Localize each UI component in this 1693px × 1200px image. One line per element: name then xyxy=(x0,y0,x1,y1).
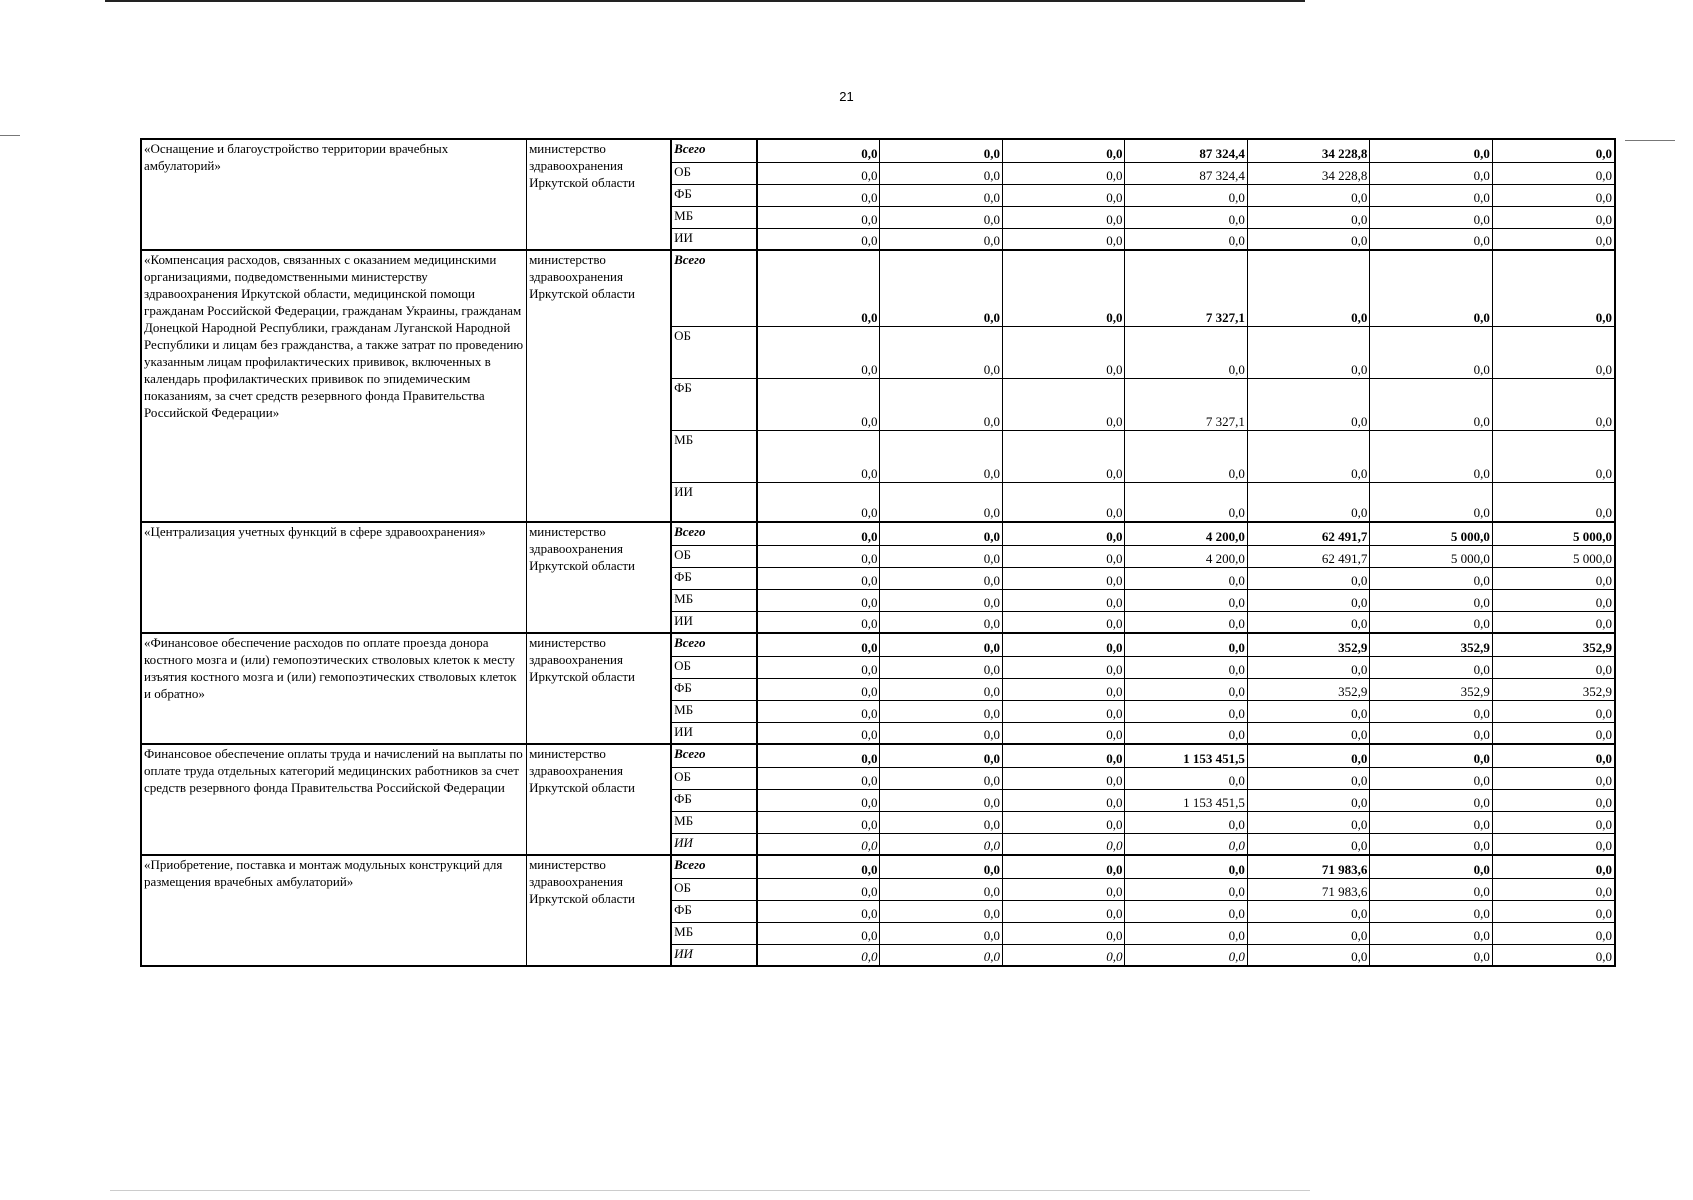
value-cell: 0,0 xyxy=(1125,833,1247,855)
value-cell: 0,0 xyxy=(880,228,1002,250)
value-cell: 0,0 xyxy=(880,789,1002,811)
measure-executor: министерство здравоохранения Иркутской области xyxy=(527,633,672,744)
value-cell: 0,0 xyxy=(1125,811,1247,833)
value-cell: 0,0 xyxy=(757,944,879,966)
value-cell: 0,0 xyxy=(1125,326,1247,378)
value-cell: 0,0 xyxy=(757,744,879,767)
value-cell: 0,0 xyxy=(1247,184,1369,206)
value-cell: 0,0 xyxy=(1492,228,1615,250)
value-cell: 352,9 xyxy=(1370,633,1492,656)
value-cell: 0,0 xyxy=(757,722,879,744)
funding-source-label: ФБ xyxy=(671,678,757,700)
table-row xyxy=(141,522,1615,545)
value-cell: 0,0 xyxy=(1492,744,1615,767)
scan-mark xyxy=(0,135,20,136)
funding-source-label: ФБ xyxy=(671,378,757,430)
value-cell: 0,0 xyxy=(757,656,879,678)
value-cell: 0,0 xyxy=(1002,228,1124,250)
value-cell: 0,0 xyxy=(1247,250,1369,326)
funding-source-label: ИИ xyxy=(671,228,757,250)
value-cell: 0,0 xyxy=(1492,833,1615,855)
table-row xyxy=(141,855,1615,878)
funding-source-label: МБ xyxy=(671,430,757,482)
value-cell: 0,0 xyxy=(1492,811,1615,833)
value-cell: 0,0 xyxy=(880,184,1002,206)
value-cell: 0,0 xyxy=(1002,589,1124,611)
value-cell: 0,0 xyxy=(1492,855,1615,878)
value-cell: 0,0 xyxy=(880,326,1002,378)
value-cell: 0,0 xyxy=(1002,833,1124,855)
value-cell: 0,0 xyxy=(880,722,1002,744)
value-cell: 0,0 xyxy=(1247,611,1369,633)
value-cell: 0,0 xyxy=(1125,855,1247,878)
funding-source-label: ФБ xyxy=(671,184,757,206)
value-cell: 0,0 xyxy=(1002,567,1124,589)
value-cell: 352,9 xyxy=(1370,678,1492,700)
value-cell: 5 000,0 xyxy=(1492,522,1615,545)
value-cell: 0,0 xyxy=(1492,656,1615,678)
value-cell: 0,0 xyxy=(1247,811,1369,833)
value-cell: 34 228,8 xyxy=(1247,162,1369,184)
value-cell: 0,0 xyxy=(757,922,879,944)
value-cell: 0,0 xyxy=(1492,944,1615,966)
value-cell: 0,0 xyxy=(1125,767,1247,789)
measure-name: «Компенсация расходов, связанных с оказанием медицинскими организациями, подведомственными министерству здравоохранения Иркутской области, медицинской помощи гражданам Российской Федерации, гражданам Украины, гражданам Донецкой Народной Республики, гражданам Луганской Народной Республики и лицам без гражданства, а также затрат по проведению указанным лицам профилактических прививок, включенных в календарь профилактических прививок по эпидемическим показаниям, за счет средств резервного фонда Правительства Российской Федерации» xyxy=(141,250,527,522)
value-cell: 0,0 xyxy=(1125,722,1247,744)
value-cell: 0,0 xyxy=(1002,744,1124,767)
value-cell: 0,0 xyxy=(757,567,879,589)
value-cell: 0,0 xyxy=(1247,767,1369,789)
value-cell: 0,0 xyxy=(1002,922,1124,944)
funding-source-label: ИИ xyxy=(671,611,757,633)
value-cell: 0,0 xyxy=(880,378,1002,430)
value-cell: 0,0 xyxy=(1125,567,1247,589)
value-cell: 0,0 xyxy=(1125,430,1247,482)
value-cell: 87 324,4 xyxy=(1125,139,1247,162)
value-cell: 0,0 xyxy=(757,833,879,855)
value-cell: 0,0 xyxy=(880,944,1002,966)
scan-mark xyxy=(110,1190,1310,1191)
funding-source-label: ФБ xyxy=(671,900,757,922)
value-cell: 0,0 xyxy=(1370,833,1492,855)
value-cell: 5 000,0 xyxy=(1370,522,1492,545)
value-cell: 0,0 xyxy=(1002,789,1124,811)
value-cell: 352,9 xyxy=(1247,678,1369,700)
value-cell: 0,0 xyxy=(1002,811,1124,833)
value-cell: 0,0 xyxy=(757,811,879,833)
value-cell: 0,0 xyxy=(1492,567,1615,589)
value-cell: 0,0 xyxy=(880,567,1002,589)
value-cell: 0,0 xyxy=(1002,206,1124,228)
value-cell: 62 491,7 xyxy=(1247,522,1369,545)
value-cell: 0,0 xyxy=(880,700,1002,722)
value-cell: 0,0 xyxy=(1125,611,1247,633)
value-cell: 0,0 xyxy=(1002,162,1124,184)
value-cell: 0,0 xyxy=(1370,430,1492,482)
page-number: 21 xyxy=(839,89,854,104)
value-cell: 0,0 xyxy=(1370,162,1492,184)
value-cell: 7 327,1 xyxy=(1125,250,1247,326)
table-row xyxy=(141,633,1615,656)
value-cell: 0,0 xyxy=(757,545,879,567)
value-cell: 5 000,0 xyxy=(1492,545,1615,567)
value-cell: 0,0 xyxy=(1002,633,1124,656)
value-cell: 0,0 xyxy=(757,900,879,922)
value-cell: 0,0 xyxy=(1247,206,1369,228)
value-cell: 0,0 xyxy=(1002,482,1124,522)
value-cell: 0,0 xyxy=(1125,656,1247,678)
value-cell: 0,0 xyxy=(757,678,879,700)
value-cell: 0,0 xyxy=(1002,522,1124,545)
value-cell: 0,0 xyxy=(1247,567,1369,589)
value-cell: 0,0 xyxy=(757,789,879,811)
value-cell: 0,0 xyxy=(1370,744,1492,767)
value-cell: 0,0 xyxy=(1370,250,1492,326)
funding-source-label: ИИ xyxy=(671,482,757,522)
value-cell: 352,9 xyxy=(1247,633,1369,656)
value-cell: 0,0 xyxy=(1492,700,1615,722)
value-cell: 0,0 xyxy=(1370,878,1492,900)
value-cell: 0,0 xyxy=(880,656,1002,678)
value-cell: 0,0 xyxy=(880,522,1002,545)
funding-source-label: Всего xyxy=(671,522,757,545)
value-cell: 0,0 xyxy=(1247,326,1369,378)
value-cell: 0,0 xyxy=(1492,139,1615,162)
value-cell: 0,0 xyxy=(1002,767,1124,789)
budget-table-body xyxy=(141,139,1615,966)
value-cell: 0,0 xyxy=(1125,206,1247,228)
value-cell: 0,0 xyxy=(1002,944,1124,966)
value-cell: 0,0 xyxy=(1247,228,1369,250)
value-cell: 0,0 xyxy=(757,611,879,633)
value-cell: 0,0 xyxy=(1002,855,1124,878)
value-cell: 0,0 xyxy=(1370,811,1492,833)
value-cell: 0,0 xyxy=(1370,855,1492,878)
value-cell: 0,0 xyxy=(1125,633,1247,656)
funding-source-label: МБ xyxy=(671,589,757,611)
funding-source-label: ОБ xyxy=(671,878,757,900)
value-cell: 0,0 xyxy=(1125,900,1247,922)
value-cell: 0,0 xyxy=(1492,900,1615,922)
value-cell: 0,0 xyxy=(757,250,879,326)
value-cell: 0,0 xyxy=(1492,878,1615,900)
funding-source-label: МБ xyxy=(671,922,757,944)
value-cell: 0,0 xyxy=(880,139,1002,162)
value-cell: 0,0 xyxy=(1247,722,1369,744)
value-cell: 0,0 xyxy=(880,878,1002,900)
value-cell: 0,0 xyxy=(1247,833,1369,855)
value-cell: 0,0 xyxy=(1370,656,1492,678)
value-cell: 0,0 xyxy=(757,767,879,789)
value-cell: 0,0 xyxy=(1002,611,1124,633)
value-cell: 0,0 xyxy=(1125,228,1247,250)
value-cell: 0,0 xyxy=(757,482,879,522)
budget-table xyxy=(140,138,1616,967)
value-cell: 0,0 xyxy=(1370,700,1492,722)
value-cell: 0,0 xyxy=(1492,430,1615,482)
measure-executor: министерство здравоохранения Иркутской области xyxy=(527,855,672,966)
value-cell: 0,0 xyxy=(1370,722,1492,744)
value-cell: 0,0 xyxy=(880,589,1002,611)
value-cell: 0,0 xyxy=(1002,184,1124,206)
funding-source-label: ОБ xyxy=(671,767,757,789)
funding-source-label: ИИ xyxy=(671,833,757,855)
value-cell: 34 228,8 xyxy=(1247,139,1369,162)
value-cell: 0,0 xyxy=(1125,482,1247,522)
value-cell: 0,0 xyxy=(1247,944,1369,966)
value-cell: 0,0 xyxy=(1247,482,1369,522)
value-cell: 0,0 xyxy=(1492,482,1615,522)
value-cell: 0,0 xyxy=(1492,767,1615,789)
funding-source-label: Всего xyxy=(671,250,757,326)
value-cell: 0,0 xyxy=(757,184,879,206)
funding-source-label: МБ xyxy=(671,206,757,228)
value-cell: 0,0 xyxy=(880,250,1002,326)
measure-name: «Приобретение, поставка и монтаж модульных конструкций для размещения врачебных амбулаторий» xyxy=(141,855,527,966)
value-cell: 0,0 xyxy=(880,633,1002,656)
value-cell: 0,0 xyxy=(1492,789,1615,811)
value-cell: 0,0 xyxy=(1125,878,1247,900)
value-cell: 0,0 xyxy=(1247,744,1369,767)
table-row xyxy=(141,744,1615,767)
value-cell: 0,0 xyxy=(880,545,1002,567)
value-cell: 0,0 xyxy=(1370,922,1492,944)
value-cell: 0,0 xyxy=(1370,767,1492,789)
measure-executor: министерство здравоохранения Иркутской области xyxy=(527,139,672,250)
value-cell: 0,0 xyxy=(1002,545,1124,567)
value-cell: 0,0 xyxy=(1370,139,1492,162)
funding-source-label: ИИ xyxy=(671,944,757,966)
value-cell: 0,0 xyxy=(1002,139,1124,162)
value-cell: 0,0 xyxy=(1247,789,1369,811)
value-cell: 0,0 xyxy=(757,633,879,656)
funding-source-label: Всего xyxy=(671,855,757,878)
value-cell: 0,0 xyxy=(1125,589,1247,611)
funding-source-label: ОБ xyxy=(671,326,757,378)
value-cell: 0,0 xyxy=(1125,944,1247,966)
value-cell: 0,0 xyxy=(880,206,1002,228)
value-cell: 0,0 xyxy=(757,162,879,184)
value-cell: 0,0 xyxy=(1002,878,1124,900)
value-cell: 0,0 xyxy=(880,900,1002,922)
value-cell: 0,0 xyxy=(1370,184,1492,206)
value-cell: 0,0 xyxy=(1247,378,1369,430)
funding-source-label: МБ xyxy=(671,700,757,722)
value-cell: 0,0 xyxy=(1002,678,1124,700)
value-cell: 0,0 xyxy=(757,855,879,878)
value-cell: 0,0 xyxy=(1492,922,1615,944)
measure-name: «Оснащение и благоустройство территории врачебных амбулаторий» xyxy=(141,139,527,250)
value-cell: 352,9 xyxy=(1492,678,1615,700)
value-cell: 0,0 xyxy=(757,522,879,545)
funding-source-label: ФБ xyxy=(671,789,757,811)
value-cell: 0,0 xyxy=(1002,722,1124,744)
value-cell: 0,0 xyxy=(1125,678,1247,700)
value-cell: 0,0 xyxy=(1002,656,1124,678)
value-cell: 0,0 xyxy=(757,378,879,430)
value-cell: 0,0 xyxy=(757,700,879,722)
value-cell: 0,0 xyxy=(1370,567,1492,589)
measure-name: Финансовое обеспечение оплаты труда и начислений на выплаты по оплате труда отдельных категорий медицинских работников за счет средств резервного фонда Правительства Российской Федерации xyxy=(141,744,527,855)
value-cell: 0,0 xyxy=(1492,722,1615,744)
value-cell: 0,0 xyxy=(1002,378,1124,430)
scan-mark xyxy=(1625,140,1675,141)
value-cell: 0,0 xyxy=(1492,378,1615,430)
value-cell: 0,0 xyxy=(1125,184,1247,206)
value-cell: 0,0 xyxy=(757,430,879,482)
value-cell: 71 983,6 xyxy=(1247,878,1369,900)
value-cell: 0,0 xyxy=(1492,206,1615,228)
funding-source-label: Всего xyxy=(671,139,757,162)
value-cell: 0,0 xyxy=(1125,922,1247,944)
funding-source-label: ОБ xyxy=(671,162,757,184)
value-cell: 0,0 xyxy=(1492,589,1615,611)
value-cell: 0,0 xyxy=(757,139,879,162)
value-cell: 0,0 xyxy=(880,922,1002,944)
value-cell: 7 327,1 xyxy=(1125,378,1247,430)
value-cell: 0,0 xyxy=(880,833,1002,855)
value-cell: 0,0 xyxy=(1370,944,1492,966)
value-cell: 0,0 xyxy=(1247,430,1369,482)
value-cell: 0,0 xyxy=(880,430,1002,482)
measure-executor: министерство здравоохранения Иркутской области xyxy=(527,744,672,855)
value-cell: 0,0 xyxy=(1247,656,1369,678)
measure-name: «Финансовое обеспечение расходов по оплате проезда донора костного мозга и (или) гемопоэтических стволовых клеток к месту изъятия костного мозга и (или) гемопоэтических стволовых клеток и обратно» xyxy=(141,633,527,744)
value-cell: 4 200,0 xyxy=(1125,522,1247,545)
funding-source-label: Всего xyxy=(671,633,757,656)
value-cell: 0,0 xyxy=(880,482,1002,522)
value-cell: 0,0 xyxy=(757,206,879,228)
value-cell: 0,0 xyxy=(880,811,1002,833)
value-cell: 0,0 xyxy=(1002,250,1124,326)
value-cell: 0,0 xyxy=(1247,589,1369,611)
funding-source-label: МБ xyxy=(671,811,757,833)
table-row xyxy=(141,139,1615,162)
value-cell: 0,0 xyxy=(1247,900,1369,922)
funding-source-label: ИИ xyxy=(671,722,757,744)
value-cell: 0,0 xyxy=(1002,430,1124,482)
value-cell: 1 153 451,5 xyxy=(1125,744,1247,767)
value-cell: 4 200,0 xyxy=(1125,545,1247,567)
value-cell: 0,0 xyxy=(880,855,1002,878)
value-cell: 5 000,0 xyxy=(1370,545,1492,567)
value-cell: 0,0 xyxy=(1370,378,1492,430)
value-cell: 0,0 xyxy=(1370,206,1492,228)
top-border-line xyxy=(105,0,1305,2)
value-cell: 0,0 xyxy=(1370,789,1492,811)
value-cell: 0,0 xyxy=(1370,326,1492,378)
value-cell: 0,0 xyxy=(1002,900,1124,922)
table-row xyxy=(141,250,1615,326)
value-cell: 0,0 xyxy=(757,878,879,900)
value-cell: 0,0 xyxy=(1370,482,1492,522)
value-cell: 71 983,6 xyxy=(1247,855,1369,878)
value-cell: 0,0 xyxy=(880,162,1002,184)
value-cell: 0,0 xyxy=(1247,922,1369,944)
value-cell: 0,0 xyxy=(1247,700,1369,722)
value-cell: 0,0 xyxy=(1492,184,1615,206)
value-cell: 0,0 xyxy=(1002,326,1124,378)
value-cell: 0,0 xyxy=(880,611,1002,633)
measure-executor: министерство здравоохранения Иркутской области xyxy=(527,250,672,522)
value-cell: 0,0 xyxy=(1370,589,1492,611)
value-cell: 0,0 xyxy=(757,326,879,378)
value-cell: 0,0 xyxy=(1370,900,1492,922)
value-cell: 0,0 xyxy=(1492,162,1615,184)
value-cell: 0,0 xyxy=(1492,611,1615,633)
value-cell: 62 491,7 xyxy=(1247,545,1369,567)
value-cell: 1 153 451,5 xyxy=(1125,789,1247,811)
value-cell: 0,0 xyxy=(757,228,879,250)
value-cell: 0,0 xyxy=(1370,228,1492,250)
value-cell: 0,0 xyxy=(1370,611,1492,633)
funding-source-label: ФБ xyxy=(671,567,757,589)
value-cell: 0,0 xyxy=(1492,250,1615,326)
value-cell: 0,0 xyxy=(880,767,1002,789)
value-cell: 0,0 xyxy=(880,744,1002,767)
value-cell: 0,0 xyxy=(1002,700,1124,722)
funding-source-label: ОБ xyxy=(671,545,757,567)
value-cell: 87 324,4 xyxy=(1125,162,1247,184)
funding-source-label: ОБ xyxy=(671,656,757,678)
measure-executor: министерство здравоохранения Иркутской области xyxy=(527,522,672,633)
value-cell: 0,0 xyxy=(1492,326,1615,378)
measure-name: «Централизация учетных функций в сфере здравоохранения» xyxy=(141,522,527,633)
value-cell: 352,9 xyxy=(1492,633,1615,656)
value-cell: 0,0 xyxy=(757,589,879,611)
value-cell: 0,0 xyxy=(1125,700,1247,722)
funding-source-label: Всего xyxy=(671,744,757,767)
value-cell: 0,0 xyxy=(880,678,1002,700)
